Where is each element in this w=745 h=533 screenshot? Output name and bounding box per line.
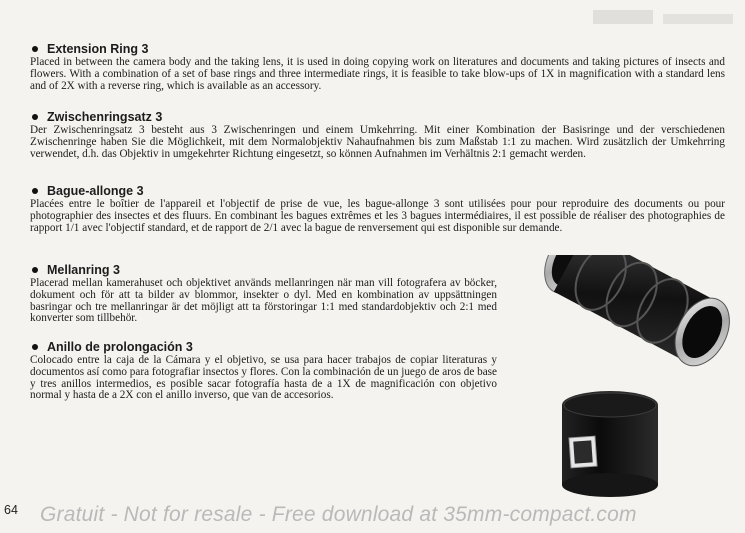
section-title: Bague-allonge 3 <box>47 184 144 198</box>
extension-ring-set-photo <box>522 255 742 505</box>
section-title: Zwischenringsatz 3 <box>47 110 163 124</box>
section-heading <box>32 42 725 56</box>
section-mellanring <box>30 263 497 325</box>
section-title: Extension Ring 3 <box>47 42 149 56</box>
section-heading <box>32 263 497 277</box>
section-body: Placerad mellan kamerahuset och objektivet används mellanringen när man vill fotografera av böcker, dokument och för att ta bilder av blommor, insekter o dyl. Med en kombination av uppsättningen basringar och tre mellanringar är det möjligt att ta förstoringar 1:1 med standardobjektiv och 2:1 med konverter som tillbehör. <box>30 277 497 325</box>
section-body: Placed in between the camera body and the taking lens, it is used in doing copying work on literatures and documents and taking pictures of insects and flowers. With a combination of a set of base rings and three intermediate rings, it is feasible to take blow-ups of 1X in magnification with a standard lens and of 2X with a reverse ring, which is available as an accessory. <box>30 56 725 92</box>
section-zwischenringsatz <box>30 110 725 160</box>
section-body: Placées entre le boîtier de l'appareil et l'objectif de prise de vue, les bague-allonge 3 sont utilisées pour pour reproduire des documents ou pour photographier des insectes et des fluurs. En combinant les bagues extrêmes et les 3 bagues intermédiaires, il est possible de réaliser des photographies de rapport 1/1 avec l'objectif standard, et de rapport de 2/1 avec la bague de renversement qui est disponible sur demande. <box>30 198 725 234</box>
section-heading <box>32 110 725 124</box>
bullet-icon <box>32 114 38 120</box>
watermark-text: Gratuit - Not for resale - Free download at 35mm-compact.com <box>40 503 637 526</box>
section-title: Mellanring 3 <box>47 263 120 277</box>
bullet-icon <box>32 344 38 350</box>
bullet-icon <box>32 46 38 52</box>
bullet-icon <box>32 267 38 273</box>
bullet-icon <box>32 188 38 194</box>
section-body: Colocado entre la caja de la Cámara y el objetivo, se usa para hacer trabajos de copiar literaturas y documentos así como para fotografiar insectos y flores. Con la combinación de un juego de aros de base y tres anillos intermedios, es posible sacar fotografía hasta de a 1X de magnificación con objetivo normal y hasta de a 2X con el anillo inverso, que van de accesorios. <box>30 354 497 402</box>
section-title: Anillo de prolongación 3 <box>47 340 193 354</box>
page-number: 64 <box>4 503 18 517</box>
section-anillo-de-prolongacion <box>30 340 497 402</box>
section-heading <box>32 340 497 354</box>
section-body: Der Zwischenringsatz 3 besteht aus 3 Zwischenringen und einem Umkehrring. Mit einer Kombination der Basisringe und der verschiedenen Zwischenringe haben Sie die Möglichkeit, mit dem Normalobjektiv Nahaufnahmen bis zum Maßstab 1:1 zu machen. Wird zusätzlich der Umkehrring verwendet, d.h. das Objektiv in umgekehrter Richtung eingesetzt, so können Aufnahmen im Verhältnis 2:1 gemacht werden. <box>30 124 725 160</box>
bleed-through-ghost <box>585 0 745 36</box>
section-extension-ring <box>30 42 725 92</box>
section-heading <box>32 184 725 198</box>
section-bague-allonge <box>30 184 725 234</box>
